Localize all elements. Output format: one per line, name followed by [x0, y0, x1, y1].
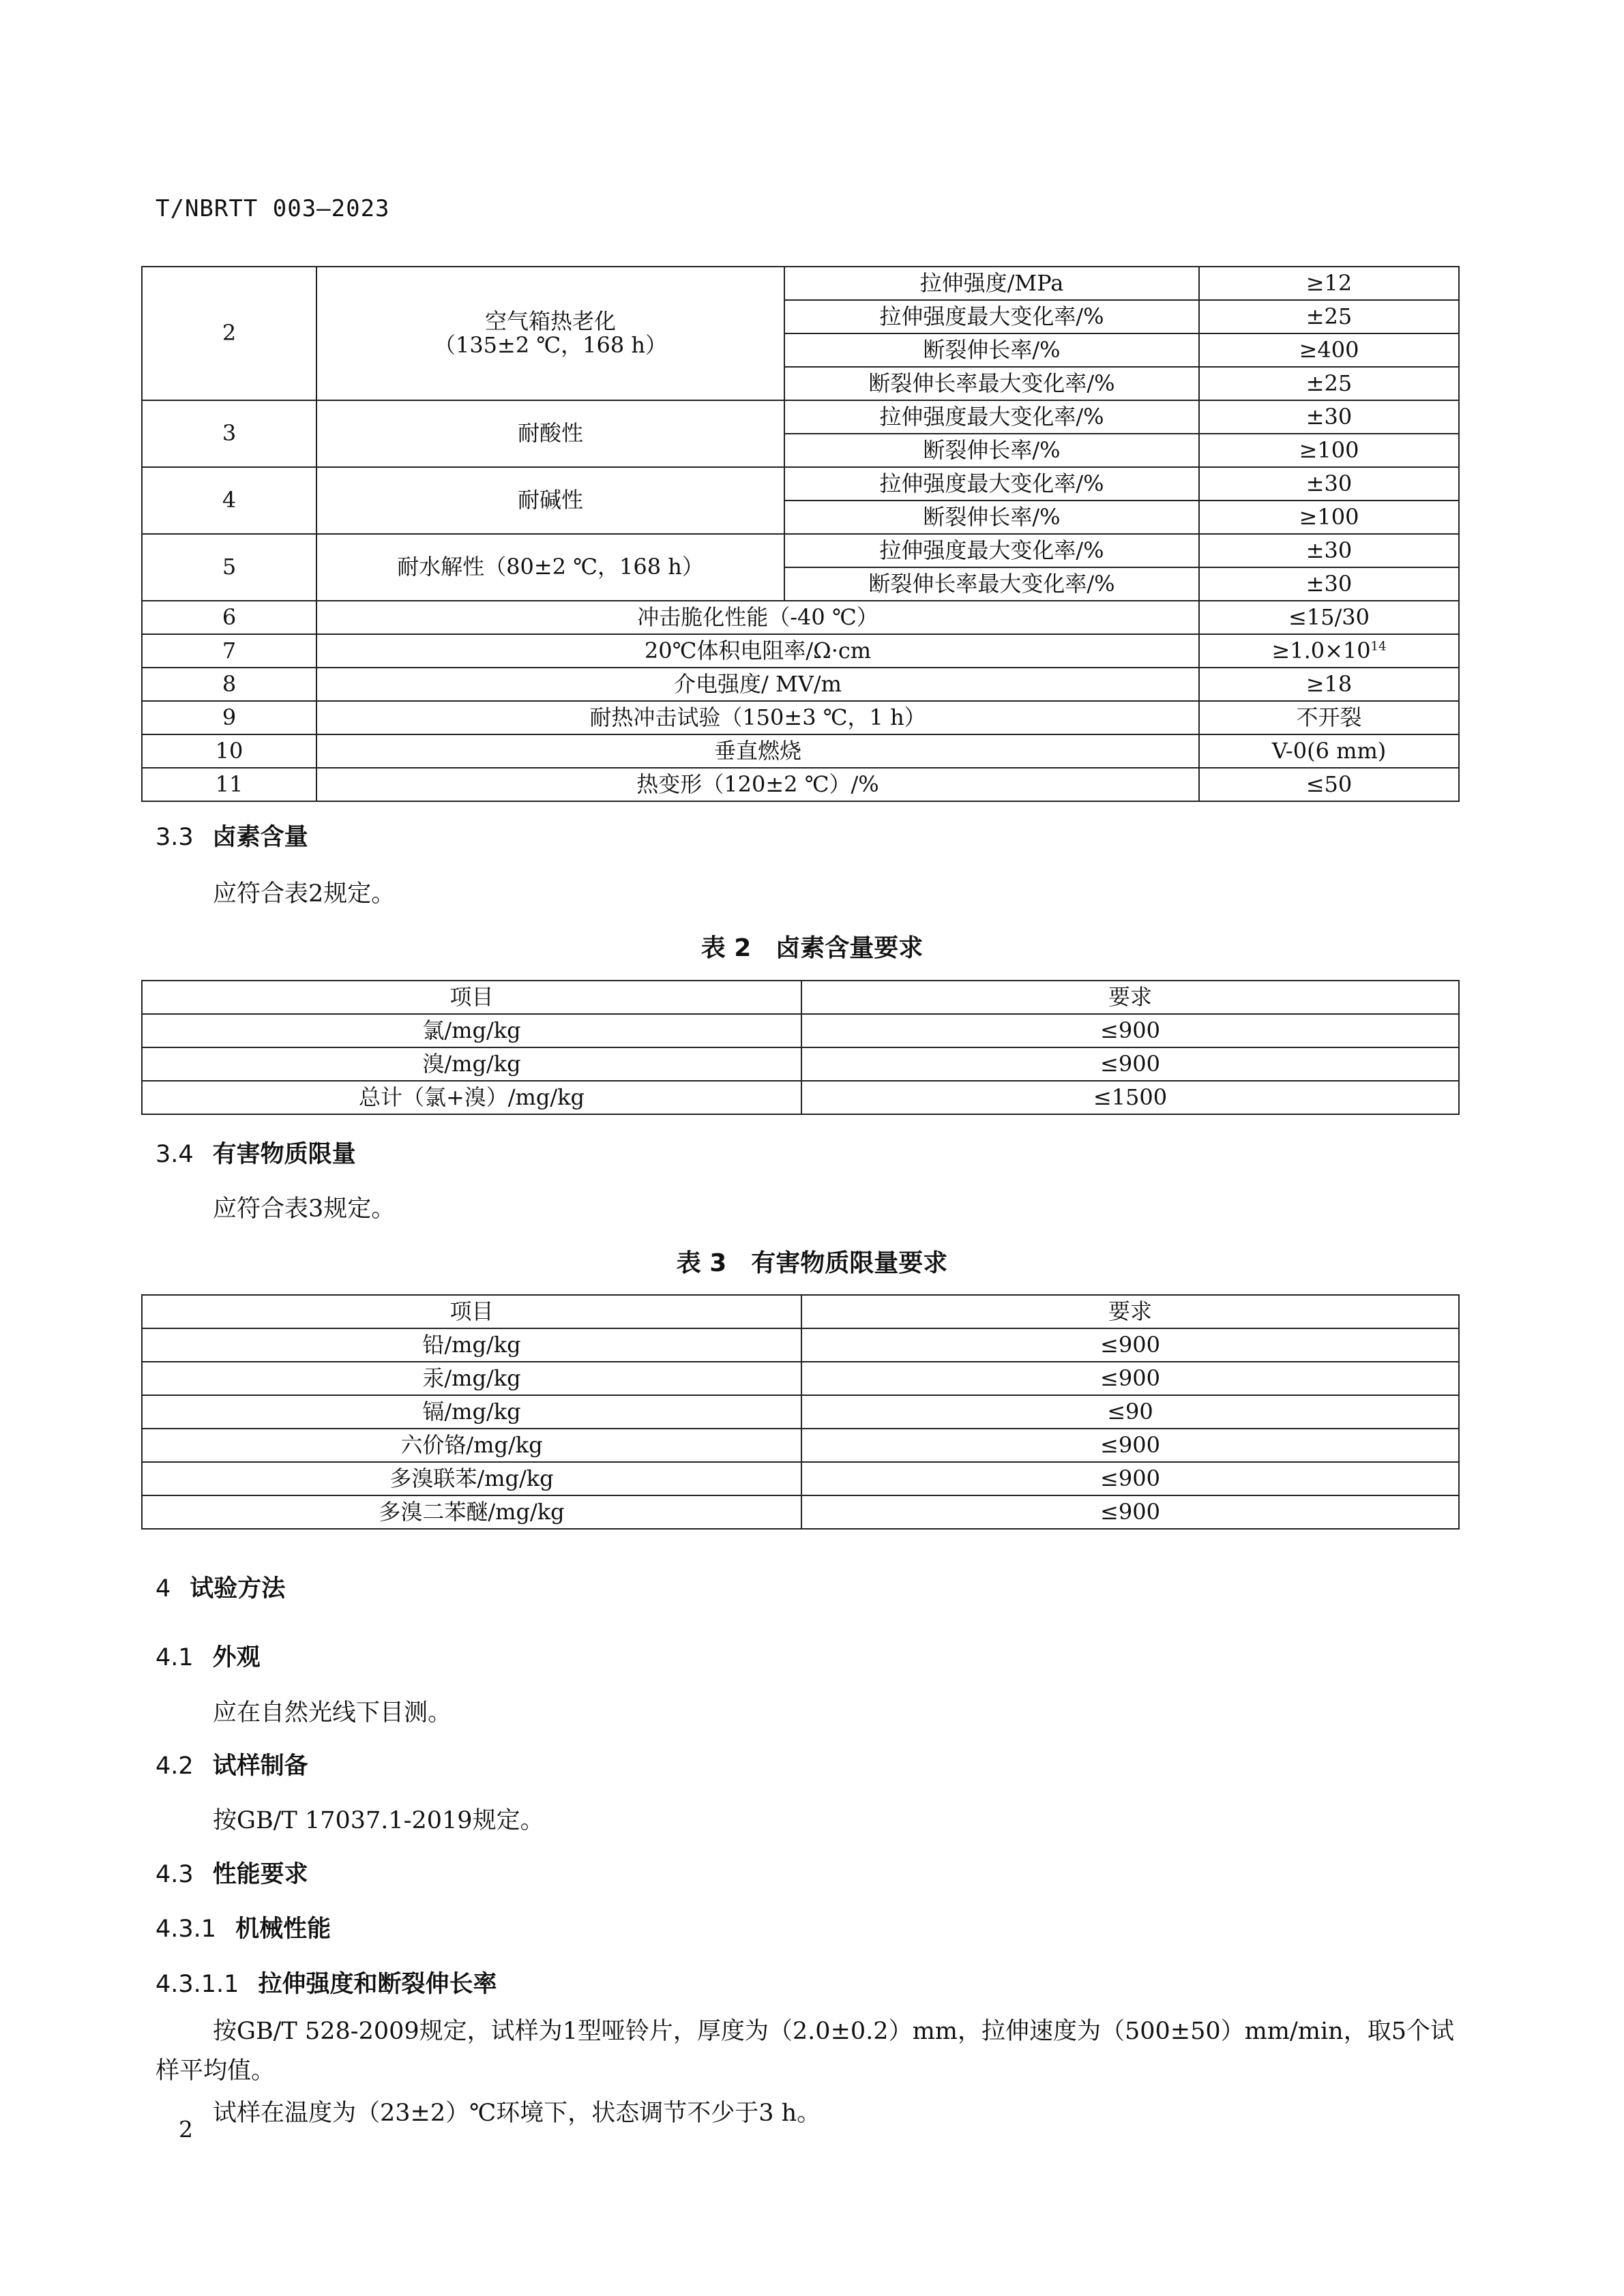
- item-name: 耐酸性: [316, 400, 784, 467]
- sub-item: 拉伸强度最大变化率/%: [784, 534, 1199, 567]
- column-header: 项目: [142, 981, 801, 1014]
- sub-item: 拉伸强度/MPa: [784, 267, 1199, 300]
- table-header-row: [142, 1295, 1459, 1328]
- item-name: 氯/mg/kg: [142, 1014, 801, 1047]
- requirement: ≥18: [1199, 668, 1459, 701]
- requirement: ≥100: [1199, 434, 1459, 467]
- section-4-2-heading: 4.2 试样制备: [156, 1753, 308, 1780]
- item-name: 多溴二苯醚/mg/kg: [142, 1495, 801, 1529]
- performance-table: [141, 266, 1460, 802]
- hazardous-substance-table: [141, 1294, 1460, 1530]
- item-number: 6: [142, 601, 316, 634]
- table-row: [142, 1395, 1459, 1429]
- requirement: V-0(6 mm): [1199, 734, 1459, 768]
- requirement: ≤900: [801, 1429, 1459, 1462]
- requirement: ≤900: [801, 1014, 1459, 1047]
- table-row: [142, 768, 1459, 801]
- table-row: [142, 634, 1459, 668]
- table-row: [142, 1014, 1459, 1047]
- requirement: ±30: [1199, 467, 1459, 501]
- item-name: 耐碱性: [316, 467, 784, 534]
- item-name: 铅/mg/kg: [142, 1328, 801, 1362]
- sub-item: 断裂伸长率/%: [784, 434, 1199, 467]
- sub-item: 断裂伸长率最大变化率/%: [784, 367, 1199, 400]
- sub-item: 拉伸强度最大变化率/%: [784, 400, 1199, 434]
- section-3-3-heading: 3.3 卤素含量: [156, 824, 308, 851]
- section-4-2-text: 按GB/T 17037.1-2019规定。: [213, 1807, 544, 1834]
- sub-item: 断裂伸长率/%: [784, 333, 1199, 367]
- requirement: ≤50: [1199, 768, 1459, 801]
- item-name: 20℃体积电阻率/Ω·cm: [316, 634, 1199, 668]
- requirement: ±30: [1199, 534, 1459, 567]
- table-row: [142, 734, 1459, 768]
- section-4-3-heading: 4.3 性能要求: [156, 1861, 308, 1888]
- item-name-line: （135±2 ℃，168 h）: [433, 332, 668, 358]
- section-4-1-heading: 4.1 外观: [156, 1644, 261, 1671]
- section-3-4-heading: 3.4 有害物质限量: [156, 1141, 356, 1168]
- table-row: [142, 1047, 1459, 1081]
- item-name: 耐水解性（80±2 ℃，168 h）: [316, 534, 784, 601]
- table-row: [142, 1081, 1459, 1114]
- item-name: 六价铬/mg/kg: [142, 1429, 801, 1462]
- table-row: [142, 267, 1459, 300]
- item-name: 汞/mg/kg: [142, 1362, 801, 1395]
- table-row: [142, 701, 1459, 734]
- column-header: 要求: [801, 981, 1459, 1014]
- sub-item: 断裂伸长率最大变化率/%: [784, 567, 1199, 601]
- item-number: 2: [142, 267, 316, 400]
- requirement: ≤900: [801, 1462, 1459, 1495]
- requirement: ≤15/30: [1199, 601, 1459, 634]
- table-row: [142, 1495, 1459, 1529]
- requirement: ≤900: [801, 1362, 1459, 1395]
- page-number: 2: [179, 2116, 193, 2143]
- table-row: [142, 400, 1459, 434]
- item-name: 热变形（120±2 ℃）/%: [316, 768, 1199, 801]
- section-4-3-1-1-heading: 4.3.1.1 拉伸强度和断裂伸长率: [156, 1971, 497, 1998]
- item-number: 11: [142, 768, 316, 801]
- table-row: [142, 1328, 1459, 1362]
- requirement: ≥100: [1199, 501, 1459, 534]
- item-name: [316, 267, 784, 400]
- section-4-1-text: 应在自然光线下目测。: [213, 1699, 452, 1727]
- section-3-3-text: 应符合表2规定。: [213, 880, 396, 908]
- requirement: ≤90: [801, 1395, 1459, 1429]
- item-number: 5: [142, 534, 316, 601]
- item-number: 9: [142, 701, 316, 734]
- section-4-heading: 4 试验方法: [156, 1575, 286, 1602]
- table-row: [142, 668, 1459, 701]
- requirement: ≥12: [1199, 267, 1459, 300]
- item-number: 10: [142, 734, 316, 768]
- item-name: 总计（氯+溴）/mg/kg: [142, 1081, 801, 1114]
- item-name: 介电强度/ MV/m: [316, 668, 1199, 701]
- requirement: [1199, 634, 1459, 668]
- requirement: ≥400: [1199, 333, 1459, 367]
- tensile-method-text: 按GB/T 528-2009规定，试样为1型哑铃片，厚度为（2.0±0.2）mm，拉伸速度为（500±50）mm/min，取5个试样平均值。: [156, 2018, 1454, 2085]
- table2-caption: 表 2 卤素含量要求: [700, 934, 924, 962]
- requirement-base: ≥1.0×10: [1271, 637, 1371, 664]
- requirement: ≤900: [801, 1047, 1459, 1081]
- column-header: 项目: [142, 1295, 801, 1328]
- requirement: ±25: [1199, 367, 1459, 400]
- requirement: ≤900: [801, 1328, 1459, 1362]
- halogen-table: [141, 980, 1460, 1115]
- table-row: [142, 1362, 1459, 1395]
- table3-caption: 表 3 有害物质限量要求: [676, 1249, 948, 1277]
- requirement: 不开裂: [1199, 701, 1459, 734]
- requirement: ±30: [1199, 400, 1459, 434]
- column-header: 要求: [801, 1295, 1459, 1328]
- requirement: ≤1500: [801, 1081, 1459, 1114]
- sub-item: 断裂伸长率/%: [784, 501, 1199, 534]
- item-name: 多溴联苯/mg/kg: [142, 1462, 801, 1495]
- requirement: ≤900: [801, 1495, 1459, 1529]
- requirement: ±25: [1199, 300, 1459, 333]
- item-name: 冲击脆化性能（-40 ℃）: [316, 601, 1199, 634]
- section-4-3-1-heading: 4.3.1 机械性能: [156, 1915, 331, 1943]
- table-row: [142, 467, 1459, 501]
- item-name: 溴/mg/kg: [142, 1047, 801, 1081]
- conditioning-text: 试样在温度为（23±2）℃环境下，状态调节不少于3 h。: [213, 2100, 821, 2127]
- item-number: 4: [142, 467, 316, 534]
- requirement-exponent: 14: [1370, 639, 1387, 654]
- table-row: [142, 601, 1459, 634]
- document-header: T/NBRTT 003—2023: [156, 195, 390, 222]
- item-name: 垂直燃烧: [316, 734, 1199, 768]
- item-number: 8: [142, 668, 316, 701]
- table-header-row: [142, 981, 1459, 1014]
- section-3-4-text: 应符合表3规定。: [213, 1195, 396, 1223]
- item-name: 镉/mg/kg: [142, 1395, 801, 1429]
- sub-item: 拉伸强度最大变化率/%: [784, 300, 1199, 333]
- requirement: ±30: [1199, 567, 1459, 601]
- item-name-line: 空气箱热老化: [484, 308, 616, 334]
- item-number: 7: [142, 634, 316, 668]
- table-row: [142, 534, 1459, 567]
- table-row: [142, 1462, 1459, 1495]
- item-name: 耐热冲击试验（150±3 ℃，1 h）: [316, 701, 1199, 734]
- table-row: [142, 1429, 1459, 1462]
- sub-item: 拉伸强度最大变化率/%: [784, 467, 1199, 501]
- item-number: 3: [142, 400, 316, 467]
